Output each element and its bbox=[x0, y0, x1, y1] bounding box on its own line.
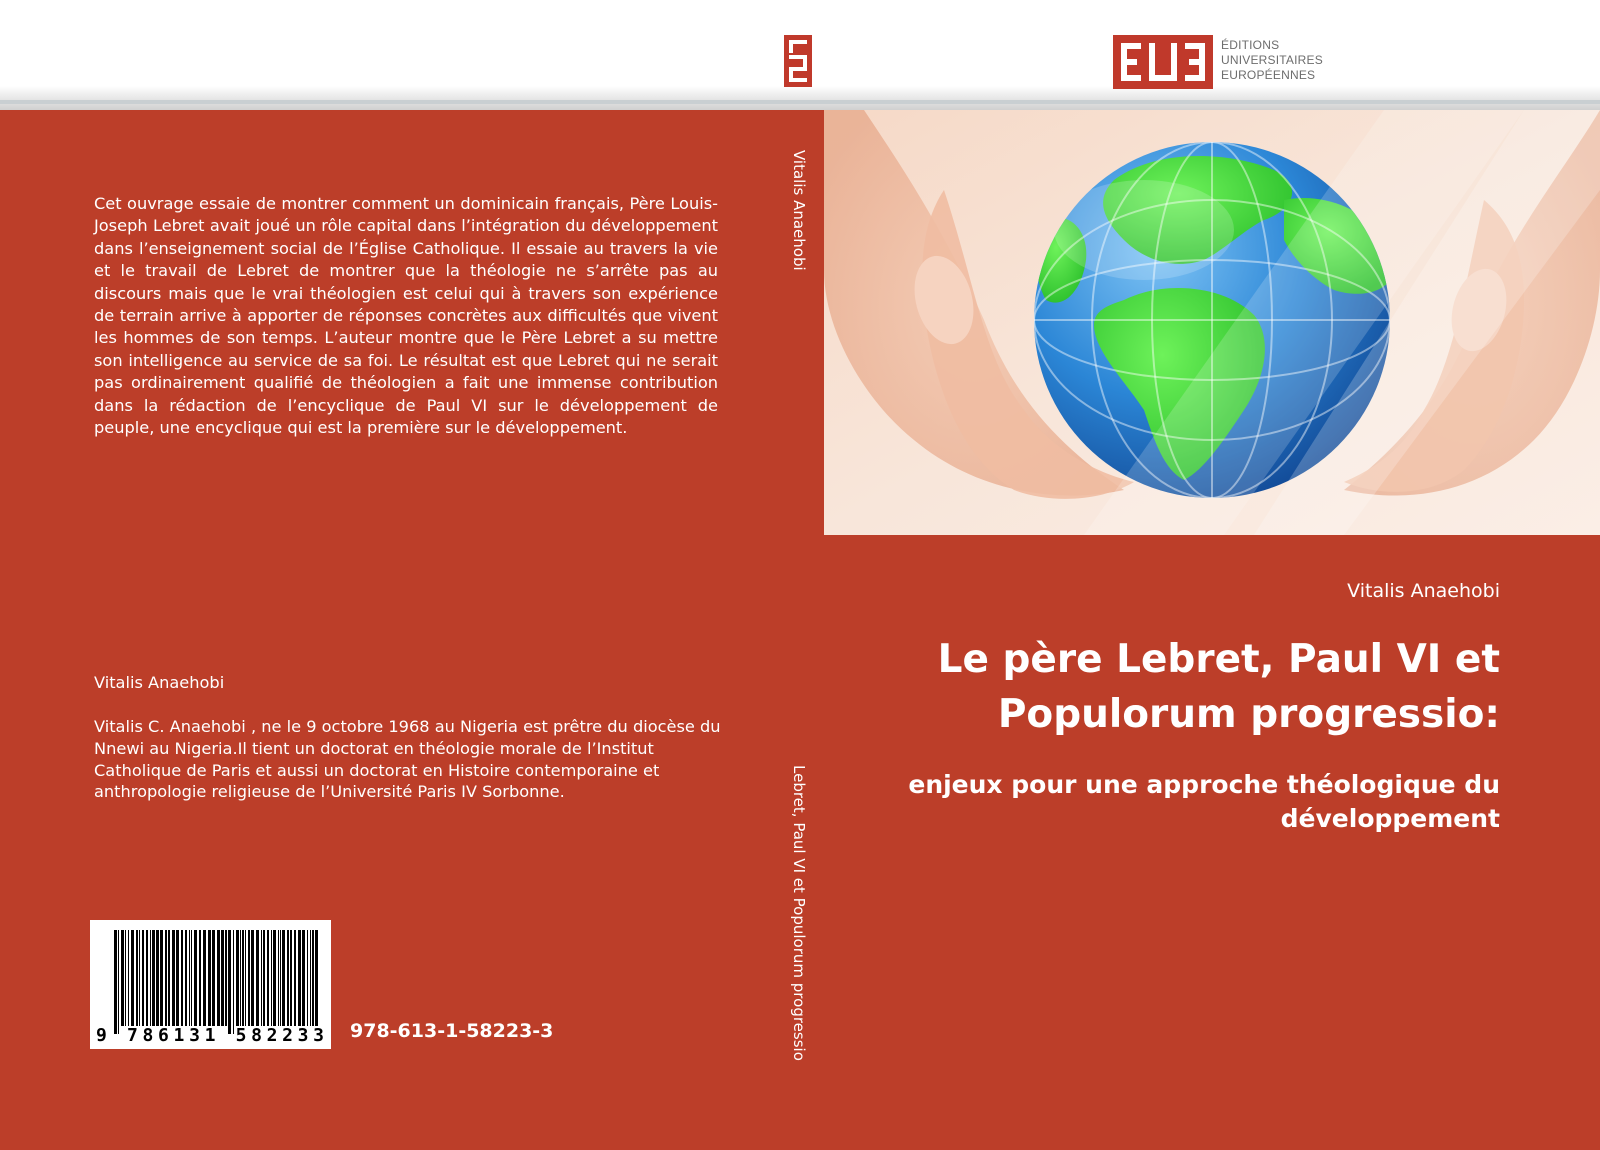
barcode-bar bbox=[160, 930, 163, 1026]
barcode-bar bbox=[176, 930, 179, 1026]
publisher-line: ÉDITIONS bbox=[1221, 38, 1280, 52]
barcode-bar bbox=[121, 930, 124, 1026]
barcode-bar bbox=[142, 930, 144, 1026]
barcode-bar bbox=[185, 930, 187, 1026]
barcode-bar bbox=[189, 930, 190, 1026]
barcode-bar bbox=[156, 930, 159, 1026]
barcode-bar bbox=[168, 930, 170, 1026]
publisher-name bbox=[1221, 38, 1371, 83]
barcode-bar bbox=[233, 930, 234, 1034]
barcode-bar bbox=[240, 930, 241, 1026]
barcode-icon bbox=[90, 920, 331, 1049]
barcode-bar bbox=[152, 930, 155, 1026]
barcode-bar bbox=[225, 930, 227, 1026]
barcode-bar bbox=[256, 930, 259, 1026]
barcode-bar bbox=[251, 930, 254, 1026]
book-title-line: Populorum progressio: bbox=[997, 692, 1500, 737]
book-subtitle-line: enjeux pour une approche théologique du bbox=[908, 770, 1500, 799]
barcode-bar bbox=[267, 930, 269, 1026]
back-cover-author: Vitalis Anaehobi bbox=[94, 673, 225, 692]
eue-logo-icon bbox=[1113, 35, 1213, 89]
barcode-bar bbox=[315, 930, 318, 1026]
spine-author: Vitalis Anaehobi bbox=[790, 150, 808, 271]
barcode-bar bbox=[263, 930, 265, 1026]
barcode-bar bbox=[208, 930, 211, 1026]
barcode-bar bbox=[146, 930, 148, 1026]
front-cover-author: Vitalis Anaehobi bbox=[1347, 580, 1500, 602]
barcode-bar bbox=[136, 930, 138, 1026]
book-subtitle-line: développement bbox=[1280, 804, 1500, 833]
barcode-bar bbox=[172, 930, 175, 1026]
spine-title: Lebret, Paul VI et Populorum progressio bbox=[790, 765, 808, 1061]
barcode-bar bbox=[118, 930, 119, 1034]
book-subtitle bbox=[860, 768, 1500, 836]
barcode bbox=[90, 920, 331, 1049]
barcode-bar bbox=[287, 930, 289, 1026]
barcode-bar bbox=[310, 930, 311, 1026]
barcode-bar bbox=[236, 930, 239, 1026]
barcode-bar bbox=[125, 930, 126, 1026]
barcode-bar bbox=[248, 930, 250, 1026]
barcode-bar bbox=[150, 930, 151, 1026]
barcode-bar bbox=[139, 930, 140, 1026]
book-title-line: Le père Lebret, Paul VI et bbox=[937, 637, 1500, 682]
barcode-bar bbox=[181, 930, 183, 1026]
book-title bbox=[860, 632, 1500, 742]
barcode-bar bbox=[194, 930, 197, 1026]
barcode-bar bbox=[302, 930, 305, 1026]
barcode-bar bbox=[242, 930, 244, 1026]
barcode-bar bbox=[191, 930, 192, 1026]
barcode-bar bbox=[228, 930, 231, 1034]
top-divider-line bbox=[0, 100, 1600, 104]
barcode-digits: 9 786131 582233 bbox=[96, 1025, 324, 1046]
barcode-bar bbox=[307, 930, 308, 1026]
barcode-bar bbox=[280, 930, 281, 1026]
barcode-bar bbox=[128, 930, 129, 1026]
barcode-bar bbox=[261, 930, 262, 1026]
barcode-bar bbox=[294, 930, 296, 1026]
barcode-bar bbox=[282, 930, 285, 1026]
barcode-bar bbox=[165, 930, 167, 1026]
author-biography: Vitalis C. Anaehobi , ne le 9 octobre 1968 au Nigeria est prêtre du diocèse du Nnewi au Nigeria.Il tient un doctorat en théologie morale de l’Institut Catholique de Paris et aussi un doctorat en Histoire contemporaine et anthropologie religieuse de l’Université Paris IV Sorbonne. bbox=[94, 717, 721, 802]
globe-in-hands-icon bbox=[824, 110, 1600, 535]
barcode-bar bbox=[221, 930, 224, 1026]
barcode-bar bbox=[245, 930, 246, 1026]
back-cover-blurb: Cet ouvrage essaie de montrer comment un dominicain français, Père Louis-Joseph Lebret avait joué un rôle capital dans l’intégration du développement dans l’enseignement social de l’Église Catholique. Il essaie au travers la vie et le travail de Lebret de montrer que la théologie ne s’arrête pas au discours mais que le vrai théologien est celui qui à travers son expérience de terrain arrive à apporter de réponses concrètes aux difficultés que vivent les hommes de son temps. L’auteur montre que le Père Lebret a su mettre son intelligence au service de sa foi. Le résultat est que Lebret qui ne serait pas ordinairement qualifié de théologien a fait une immense contribution dans la rédaction de l’encyclique de Paul VI sur le développement de peuple, une encyclique qui est la première sur le développement. bbox=[94, 194, 718, 438]
barcode-bar bbox=[217, 930, 220, 1026]
barcode-bar bbox=[212, 930, 215, 1026]
barcode-bar bbox=[290, 930, 292, 1026]
barcode-bar bbox=[271, 930, 272, 1026]
barcode-bar bbox=[199, 930, 201, 1026]
publisher-line: EUROPÉENNES bbox=[1221, 68, 1316, 82]
spine-publisher-logo-icon bbox=[784, 35, 812, 87]
barcode-bar bbox=[203, 930, 206, 1026]
barcode-bar bbox=[278, 930, 279, 1026]
barcode-bar bbox=[131, 930, 134, 1026]
isbn-number: 978-613-1-58223-3 bbox=[350, 1020, 554, 1042]
barcode-bar bbox=[273, 930, 276, 1026]
barcode-bar bbox=[298, 930, 301, 1026]
publisher-line: UNIVERSITAIRES bbox=[1221, 53, 1323, 67]
barcode-bar bbox=[312, 930, 314, 1026]
barcode-bar bbox=[114, 930, 117, 1034]
